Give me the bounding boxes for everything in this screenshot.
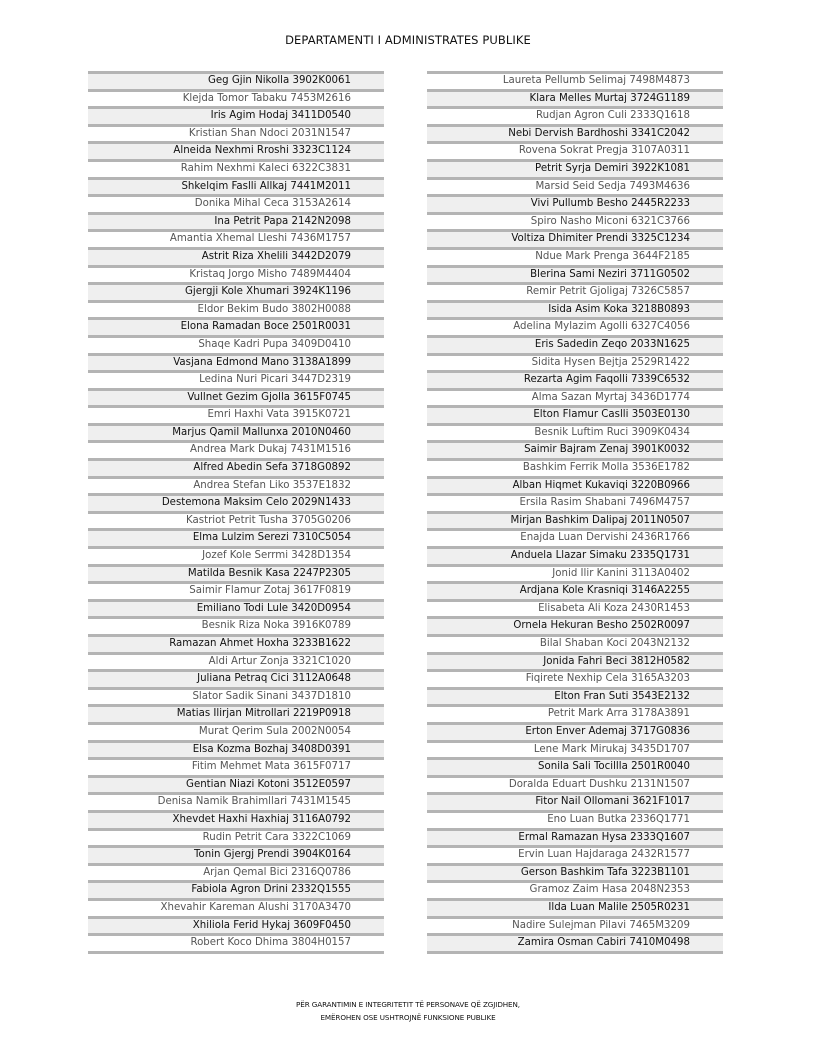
list-item: Elton Fran Suti 3543E2132 xyxy=(427,687,723,705)
list-item: Besnik Luftim Ruci 3909K0434 xyxy=(427,423,723,441)
list-item: Klara Melles Murtaj 3724G1189 xyxy=(427,89,723,107)
list-item: Eris Sadedin Zeqo 2033N1625 xyxy=(427,335,723,353)
list-item: Ermal Ramazan Hysa 2333Q1607 xyxy=(427,828,723,846)
list-item: Alban Hiqmet Kukaviqi 3220B0966 xyxy=(427,476,723,494)
list-item: Erton Enver Ademaj 3717G0836 xyxy=(427,722,723,740)
list-item: Marsid Seid Sedja 7493M4636 xyxy=(427,177,723,195)
list-item: Isida Asim Koka 3218B0893 xyxy=(427,300,723,318)
list-item: Adelina Mylazim Agolli 6327C4056 xyxy=(427,317,723,335)
list-item: Marjus Qamil Mallunxa 2010N0460 xyxy=(88,423,384,441)
list-item: Matilda Besnik Kasa 2247P2305 xyxy=(88,564,384,582)
list-item: Jonida Fahri Beci 3812H0582 xyxy=(427,652,723,670)
list-item: Emri Haxhi Vata 3915K0721 xyxy=(88,405,384,423)
list-item: Elsa Kozma Bozhaj 3408D0391 xyxy=(88,740,384,758)
list-item: Sonila Sali Tocillla 2501R0040 xyxy=(427,757,723,775)
list-item: Jozef Kole Serrmi 3428D1354 xyxy=(88,546,384,564)
list-item: Alfred Abedin Sefa 3718G0892 xyxy=(88,458,384,476)
list-item: Petrit Mark Arra 3178A3891 xyxy=(427,704,723,722)
list-item: Elton Flamur Caslli 3503E0130 xyxy=(427,405,723,423)
list-item: Blerina Sami Neziri 3711G0502 xyxy=(427,265,723,283)
page-title: DEPARTAMENTI I ADMINISTRATES PUBLIKE xyxy=(285,33,531,47)
list-item: Alma Sazan Myrtaj 3436D1774 xyxy=(427,388,723,406)
list-item: Vivi Pullumb Besho 2445R2233 xyxy=(427,194,723,212)
list-item: Kristaq Jorgo Misho 7489M4404 xyxy=(88,265,384,283)
list-item: Fiqirete Nexhip Cela 3165A3203 xyxy=(427,669,723,687)
list-item: Zamira Osman Cabiri 7410M0498 xyxy=(427,933,723,951)
list-item: Vasjana Edmond Mano 3138A1899 xyxy=(88,353,384,371)
list-end-divider xyxy=(427,951,723,954)
list-item: Nebi Dervish Bardhoshi 3341C2042 xyxy=(427,124,723,142)
list-item: Petrit Syrja Demiri 3922K1081 xyxy=(427,159,723,177)
list-item: Bilal Shaban Koci 2043N2132 xyxy=(427,634,723,652)
list-item: Andrea Mark Dukaj 7431M1516 xyxy=(88,440,384,458)
list-item: Fabiola Agron Drini 2332Q1555 xyxy=(88,880,384,898)
list-item: Ndue Mark Prenga 3644F2185 xyxy=(427,247,723,265)
list-item: Kristian Shan Ndoci 2031N1547 xyxy=(88,124,384,142)
list-item: Gramoz Zaim Hasa 2048N2353 xyxy=(427,880,723,898)
footer xyxy=(0,999,816,1024)
list-item: Saimir Flamur Zotaj 3617F0819 xyxy=(88,581,384,599)
list-item: Remir Petrit Gjoligaj 7326C5857 xyxy=(427,282,723,300)
list-item: Arjan Qemal Bici 2316Q0786 xyxy=(88,863,384,881)
list-item: Tonin Gjergj Prendi 3904K0164 xyxy=(88,845,384,863)
list-item: Laureta Pellumb Selimaj 7498M4873 xyxy=(427,71,723,89)
list-item: Fitor Nail Ollomani 3621F1017 xyxy=(427,792,723,810)
list-item: Ramazan Ahmet Hoxha 3233B1622 xyxy=(88,634,384,652)
list-item: Rovena Sokrat Pregja 3107A0311 xyxy=(427,141,723,159)
list-item: Elisabeta Ali Koza 2430R1453 xyxy=(427,599,723,617)
list-item: Bashkim Ferrik Molla 3536E1782 xyxy=(427,458,723,476)
list-item: Fitim Mehmet Mata 3615F0717 xyxy=(88,757,384,775)
list-item: Mirjan Bashkim Dalipaj 2011N0507 xyxy=(427,511,723,529)
list-item: Shaqe Kadri Pupa 3409D0410 xyxy=(88,335,384,353)
list-item: Ledina Nuri Picari 3447D2319 xyxy=(88,370,384,388)
left-name-list xyxy=(88,71,384,954)
list-item: Elma Lulzim Serezi 7310C5054 xyxy=(88,528,384,546)
list-item: Gentian Niazi Kotoni 3512E0597 xyxy=(88,775,384,793)
list-item: Xhiliola Ferid Hykaj 3609F0450 xyxy=(88,916,384,934)
list-item: Shkelqim Faslli Allkaj 7441M2011 xyxy=(88,177,384,195)
list-item: Gerson Bashkim Tafa 3223B1101 xyxy=(427,863,723,881)
list-item: Eldor Bekim Budo 3802H0088 xyxy=(88,300,384,318)
list-item: Aldi Artur Zonja 3321C1020 xyxy=(88,652,384,670)
list-item: Ilda Luan Malile 2505R0231 xyxy=(427,898,723,916)
list-item: Xhevdet Haxhi Haxhiaj 3116A0792 xyxy=(88,810,384,828)
list-item: Donika Mihal Ceca 3153A2614 xyxy=(88,194,384,212)
list-item: Murat Qerim Sula 2002N0054 xyxy=(88,722,384,740)
list-item: Saimir Bajram Zenaj 3901K0032 xyxy=(427,440,723,458)
list-item: Rudjan Agron Culi 2333Q1618 xyxy=(427,106,723,124)
list-item: Astrit Riza Xhelili 3442D2079 xyxy=(88,247,384,265)
list-item: Spiro Nasho Miconi 6321C3766 xyxy=(427,212,723,230)
list-item: Juliana Petraq Cici 3112A0648 xyxy=(88,669,384,687)
right-name-list xyxy=(427,71,723,954)
list-item: Klejda Tomor Tabaku 7453M2616 xyxy=(88,89,384,107)
list-item: Robert Koco Dhima 3804H0157 xyxy=(88,933,384,951)
list-item: Andrea Stefan Liko 3537E1832 xyxy=(88,476,384,494)
list-item: Geg Gjin Nikolla 3902K0061 xyxy=(88,71,384,89)
list-item: Amantia Xhemal Lleshi 7436M1757 xyxy=(88,229,384,247)
list-item: Xhevahir Kareman Alushi 3170A3470 xyxy=(88,898,384,916)
list-item: Nadire Sulejman Pilavi 7465M3209 xyxy=(427,916,723,934)
list-item: Emiliano Todi Lule 3420D0954 xyxy=(88,599,384,617)
list-item: Iris Agim Hodaj 3411D0540 xyxy=(88,106,384,124)
list-item: Doralda Eduart Dushku 2131N1507 xyxy=(427,775,723,793)
list-item: Rudin Petrit Cara 3322C1069 xyxy=(88,828,384,846)
list-item: Enajda Luan Dervishi 2436R1766 xyxy=(427,528,723,546)
list-item: Besnik Riza Noka 3916K0789 xyxy=(88,616,384,634)
list-item: Ardjana Kole Krasniqi 3146A2255 xyxy=(427,581,723,599)
list-item: Destemona Maksim Celo 2029N1433 xyxy=(88,493,384,511)
list-item: Vullnet Gezim Gjolla 3615F0745 xyxy=(88,388,384,406)
list-item: Ervin Luan Hajdaraga 2432R1577 xyxy=(427,845,723,863)
list-item: Sidita Hysen Bejtja 2529R1422 xyxy=(427,353,723,371)
list-item: Matias Ilirjan Mitrollari 2219P0918 xyxy=(88,704,384,722)
list-item: Denisa Namik Brahimllari 7431M1545 xyxy=(88,792,384,810)
list-item: Rahim Nexhmi Kaleci 6322C3831 xyxy=(88,159,384,177)
list-item: Rezarta Agim Faqolli 7339C6532 xyxy=(427,370,723,388)
list-item: Slator Sadik Sinani 3437D1810 xyxy=(88,687,384,705)
list-item: Alneida Nexhmi Rroshi 3323C1124 xyxy=(88,141,384,159)
list-item: Eno Luan Butka 2336Q1771 xyxy=(427,810,723,828)
footer-line-1: PËR GARANTIMIN E INTEGRITETIT TË PERSONAVE QË ZGJIDHEN, xyxy=(296,1000,520,1009)
list-item: Ersila Rasim Shabani 7496M4757 xyxy=(427,493,723,511)
list-item: Gjergji Kole Xhumari 3924K1196 xyxy=(88,282,384,300)
list-item: Voltiza Dhimiter Prendi 3325C1234 xyxy=(427,229,723,247)
list-item: Elona Ramadan Boce 2501R0031 xyxy=(88,317,384,335)
list-item: Kastriot Petrit Tusha 3705G0206 xyxy=(88,511,384,529)
list-item: Anduela Llazar Simaku 2335Q1731 xyxy=(427,546,723,564)
list-item: Jonid Ilir Kanini 3113A0402 xyxy=(427,564,723,582)
list-end-divider xyxy=(88,951,384,954)
list-item: Ina Petrit Papa 2142N2098 xyxy=(88,212,384,230)
footer-line-2: EMËROHEN OSE USHTROJNË FUNKSIONE PUBLIKE xyxy=(320,1012,496,1022)
list-item: Ornela Hekuran Besho 2502R0097 xyxy=(427,616,723,634)
list-item: Lene Mark Mirukaj 3435D1707 xyxy=(427,740,723,758)
